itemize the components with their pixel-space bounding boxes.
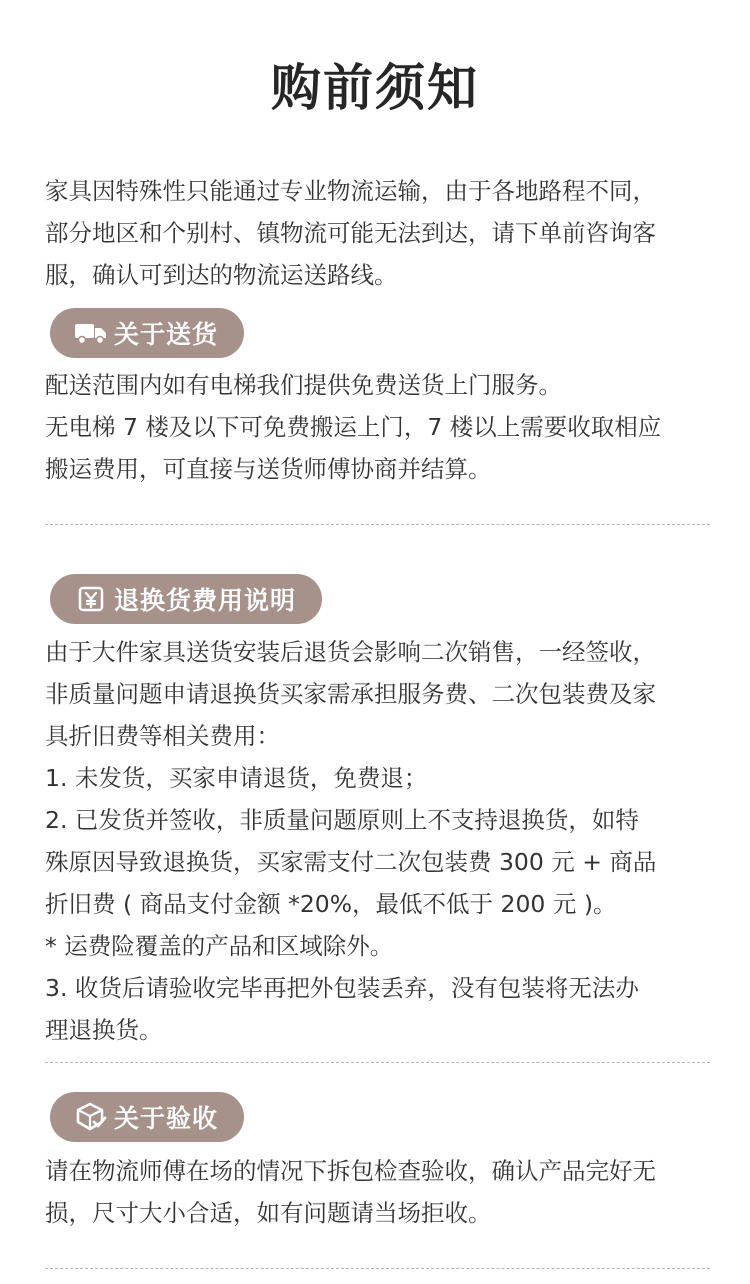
returns-line: 非质量问题申请退换货买家需承担服务费、二次包装费及家 (45, 680, 656, 708)
page-title: 购前须知 (271, 59, 479, 117)
returns-line: 2. 已发货并签收，非质量问题原则上不支持退换货，如特 (45, 806, 639, 834)
returns-line: 由于大件家具送货安装后退货会影响二次销售，一经签收， (45, 638, 656, 666)
section-divider (45, 1062, 710, 1063)
intro-line: 家具因特殊性只能通过专业物流运输，由于各地路程不同， (45, 177, 656, 205)
delivery-paragraph (45, 364, 710, 490)
returns-line: 具折旧费等相关费用： (45, 722, 280, 750)
inspection-paragraph (45, 1150, 710, 1234)
delivery-heading-pill (50, 308, 244, 358)
inspection-line: 损，尺寸大小合适，如有问题请当场拒收。 (45, 1199, 492, 1227)
section-divider (45, 524, 710, 525)
returns-heading-label: 退换货费用说明 (114, 586, 297, 615)
section-divider (45, 1268, 710, 1269)
inspection-heading-label: 关于验收 (114, 1104, 219, 1133)
intro-line: 部分地区和个别村、镇物流可能无法到达，请下单前咨询客 (45, 219, 656, 247)
delivery-heading-label: 关于送货 (114, 320, 219, 349)
delivery-line: 搬运费用，可直接与送货师傅协商并结算。 (45, 455, 492, 483)
delivery-line: 无电梯 7 楼及以下可免费搬运上门，7 楼以上需要收取相应 (45, 413, 662, 441)
returns-paragraph (45, 631, 710, 1051)
returns-line: * 运费险覆盖的产品和区域除外。 (45, 932, 394, 960)
delivery-line: 配送范围内如有电梯我们提供免费送货上门服务。 (45, 371, 562, 399)
returns-line: 殊原因导致退换货，买家需支付二次包装费 300 元 + 商品 (45, 848, 657, 876)
returns-line: 3. 收货后请验收完毕再把外包装丢弃，没有包装将无法办 (45, 974, 639, 1002)
returns-line: 1. 未发货，买家申请退货，免费退； (45, 764, 428, 792)
returns-line: 折旧费 ( 商品支付金额 *20%，最低不低于 200 元 )。 (45, 890, 617, 918)
inspection-line: 请在物流师傅在场的情况下拆包检查验收，确认产品完好无 (45, 1157, 656, 1185)
returns-heading-pill (50, 574, 322, 624)
yen-receipt-icon (74, 584, 108, 614)
intro-line: 服，确认可到达的物流运送路线。 (45, 261, 398, 289)
returns-line: 理退换货。 (45, 1016, 163, 1044)
intro-paragraph (45, 170, 710, 296)
inspection-heading-pill (50, 1092, 244, 1142)
truck-icon (74, 318, 108, 348)
box-check-icon (74, 1102, 108, 1132)
